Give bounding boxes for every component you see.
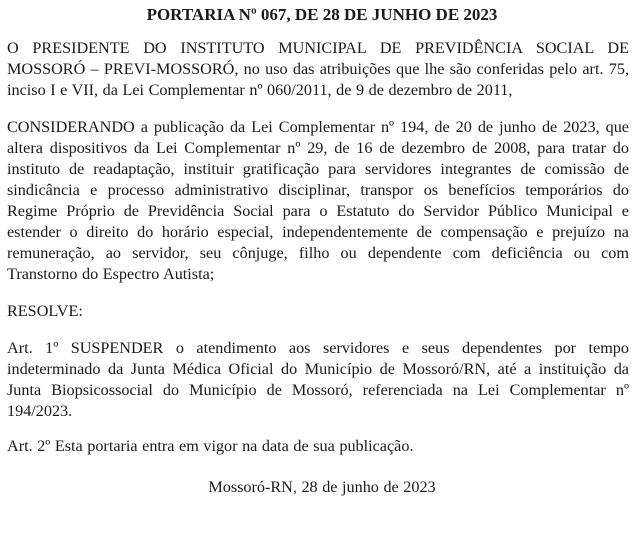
document-title: PORTARIA Nº 067, DE 28 DE JUNHO DE 2023: [146, 5, 498, 24]
preamble-paragraph: O PRESIDENTE DO INSTITUTO MUNICIPAL DE PREVIDÊNCIA SOCIAL DE MOSSORÓ – PREVI-MOSSORÓ, no uso das atribuições que lhe são conferidas pelo art. 75, inciso I e VII, da Lei Complementar nº 060/2011, de 9 de dezembro de 2011,: [7, 39, 629, 99]
article-1-paragraph: Art. 1º SUSPENDER o atendimento aos servidores e seus dependentes por tempo indeterminado da Junta Médica Oficial do Município de Mossoró/RN, até a instituição da Junta Biopsicossocial do Município de Mossoró, referenciada na Lei Complementar nº 194/2023.: [7, 339, 629, 420]
article-2-paragraph: Art. 2º Esta portaria entra em vigor na data de sua publicação.: [7, 437, 414, 455]
signature-line: Mossoró-RN, 28 de junho de 2023: [208, 478, 436, 496]
resolve-heading: RESOLVE:: [7, 302, 83, 320]
considerando-paragraph: CONSIDERANDO a publicação da Lei Complementar nº 194, de 20 de junho de 2023, que altera dispositivos da Lei Complementar nº 29, de 16 de dezembro de 2008, para tratar do instituto de readaptação, instituir gratificação para servidores integrantes de comissão de sindicância e processo administrativo disciplinar, transpor os benefícios temporários do Regime Próprio de Previdência Social para o Estatuto do Servidor Público Municipal e estender o direito do horário especial, independentemente de compensação e prejuízo na remuneração, ao servidor, seu cônjuge, filho ou dependente com deficiência ou com Transtorno do Espectro Autista;: [7, 118, 629, 283]
document: [7, 0, 629, 498]
